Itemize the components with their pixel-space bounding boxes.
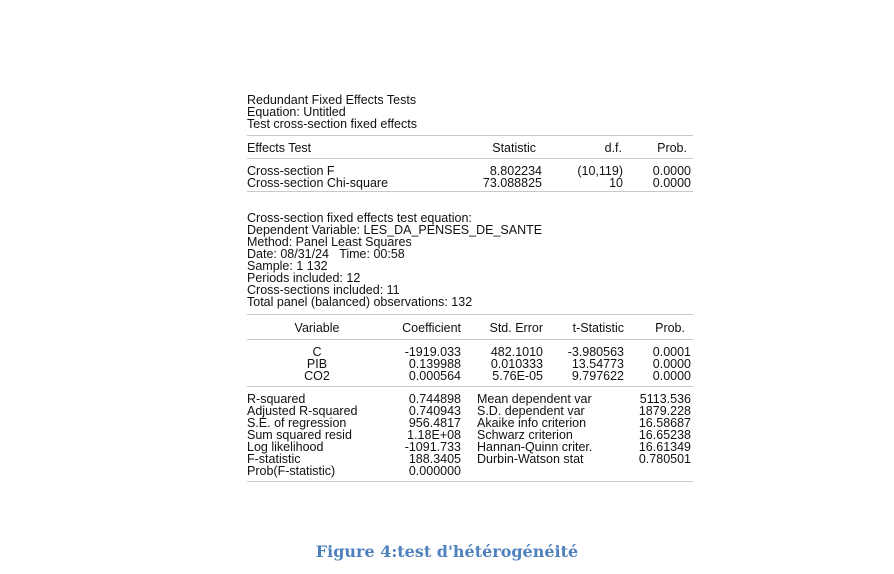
stat-label: Hannan-Quinn criter. (477, 440, 593, 454)
stat-value: 16.61349 (638, 440, 691, 454)
stat-label: Log likelihood (247, 440, 324, 454)
table-row: C -1919.033 482.1010 -3.980563 0.0001 (312, 345, 691, 359)
col-statistic: Statistic (492, 141, 536, 155)
stat-label: Prob(F-statistic) (247, 464, 336, 478)
stat-value: 0.744898 (408, 392, 461, 406)
col-std-error: Std. Error (489, 321, 543, 335)
col-prob: Prob. (655, 321, 685, 335)
stat-label: Durbin-Watson stat (477, 452, 584, 466)
equation-info: Cross-section fixed effects test equation: Dependent Variable: LES_DA_PENSES_DE_SANTE Method: Panel Least Squares Date: 08/31/24 Time: 00:58 Sample: 1 132 Periods included: 12 Cross-sections included: 11 Total panel (balanced) observations: 132 (247, 211, 543, 309)
table-row: Cross-section F 8.802234 (10,119) 0.0000 (247, 164, 691, 178)
eviews-output (247, 94, 693, 482)
table-row: CO2 0.000564 5.76E-05 9.797622 0.0000 (304, 369, 691, 383)
stat-value: 16.58687 (638, 416, 691, 430)
table-row: PIB 0.139988 0.010333 13.54773 0.0000 (306, 357, 691, 371)
effects-table-header (247, 136, 693, 158)
output-title: Redundant Fixed Effects Tests (247, 93, 417, 107)
stat-label: S.D. dependent var (477, 404, 585, 418)
col-variable: Variable (294, 321, 340, 335)
stat-label: Sum squared resid (247, 428, 352, 442)
coef-table-body (247, 346, 693, 382)
summary-statistics (247, 393, 693, 477)
col-t-statistic: t-Statistic (572, 321, 624, 335)
stat-value: 1.18E+08 (407, 428, 461, 442)
stat-label: F-statistic (247, 452, 301, 466)
stat-label: Adjusted R-squared (247, 404, 358, 418)
effects-table-body (247, 165, 693, 189)
col-prob: Prob. (657, 141, 687, 155)
stat-label: Mean dependent var (477, 392, 592, 406)
coef-table-header (247, 315, 693, 339)
divider (247, 481, 693, 482)
stat-value: 956.4817 (408, 416, 461, 430)
stat-label: Schwarz criterion (477, 428, 573, 442)
stat-value: 0.000000 (408, 464, 461, 478)
table-row: Cross-section Chi-square 73.088825 10 0.0000 (247, 176, 691, 190)
stat-label: S.E. of regression (247, 416, 347, 430)
stat-value: 0.740943 (408, 404, 461, 418)
stat-value: 188.3405 (408, 452, 461, 466)
stat-value: 0.780501 (638, 452, 691, 466)
col-coefficient: Coefficient (402, 321, 461, 335)
stat-value: 1879.228 (638, 404, 691, 418)
figure-caption: Figure 4:test d'hétérogénéité (315, 542, 579, 561)
test-description: Test cross-section fixed effects (247, 117, 417, 131)
col-effects-test: Effects Test (247, 141, 312, 155)
stat-label: Akaike info criterion (477, 416, 587, 430)
stat-value: 5113.536 (639, 392, 691, 406)
stat-label: R-squared (247, 392, 306, 406)
equation-name: Equation: Untitled (247, 105, 346, 119)
col-df: d.f. (604, 141, 622, 155)
stat-value: 16.65238 (638, 428, 691, 442)
stat-value: -1091.733 (404, 440, 461, 454)
